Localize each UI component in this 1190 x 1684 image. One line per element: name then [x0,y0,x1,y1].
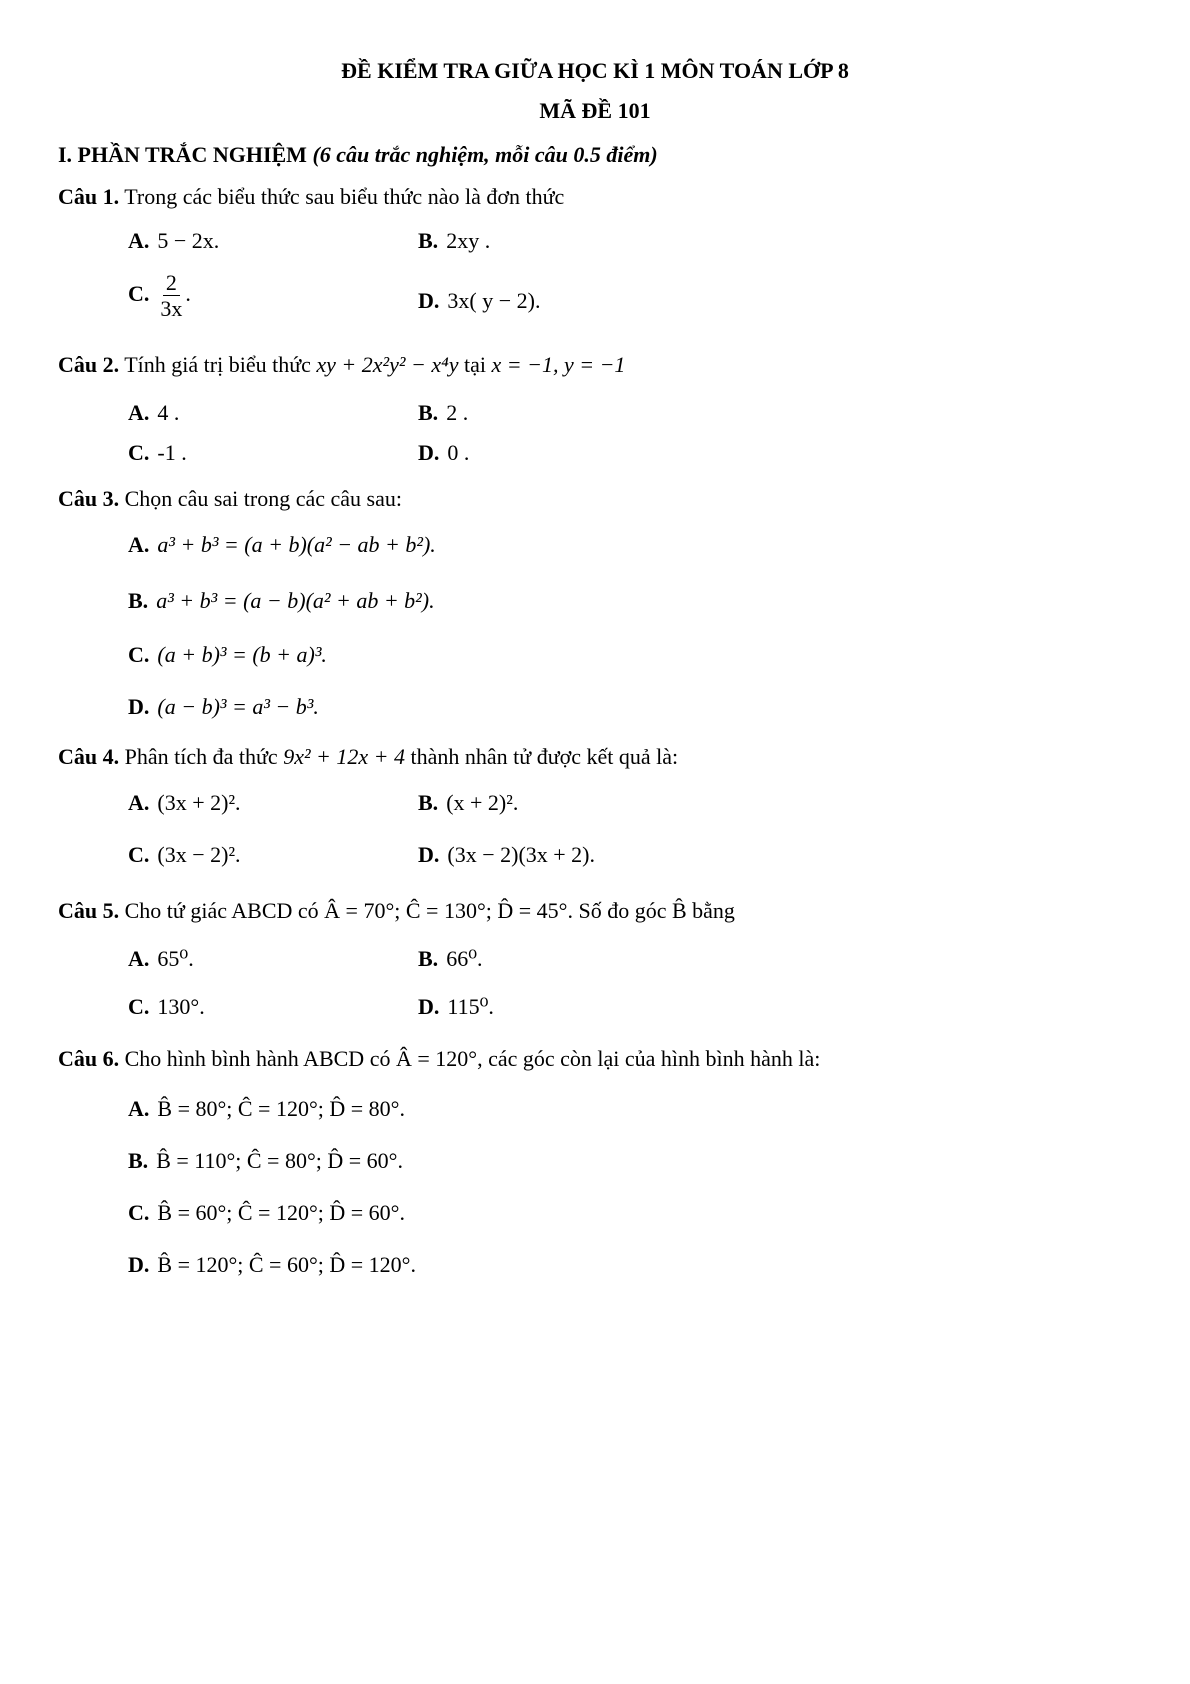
question-at: tại [464,352,487,377]
option-suffix: . [185,280,191,306]
question-angle: B̂ [671,898,687,923]
question-tail-2: bằng [692,898,735,923]
question-label: Câu 1. [58,184,120,209]
question-label: Câu 3. [58,486,120,511]
question-5-option-d [418,994,494,1020]
question-1 [58,184,564,210]
option-value: B̂ = 120°; Ĉ = 60°; D̂ = 120°. [157,1252,416,1277]
option-letter: D. [418,994,440,1019]
option-value: (3x + 2)². [157,790,241,815]
section-note: (6 câu trắc nghiệm, mỗi câu 0.5 điểm) [312,142,658,167]
fraction-denominator: 3x [160,296,183,322]
option-letter: C. [128,994,150,1019]
exam-code: MÃ ĐỀ 101 [539,98,651,123]
question-3-option-a [128,532,436,558]
question-text: Trong các biểu thức sau biểu thức nào là đơn thức [124,184,565,209]
question-label: Câu 6. [58,1046,120,1071]
option-letter: C. [128,642,150,667]
question-1-option-b [418,228,490,254]
option-value: 66⁰. [446,946,483,971]
question-label: Câu 2. [58,352,120,377]
question-text: Tính giá trị biểu thức [124,352,311,377]
option-letter: D. [418,842,440,867]
option-value: a³ + b³ = (a + b)(a² − ab + b²). [157,532,436,557]
question-label: Câu 5. [58,898,120,923]
option-value: 115⁰. [447,994,494,1019]
question-4 [58,744,678,770]
question-tail: , các góc còn lại của hình bình hành là: [477,1046,821,1071]
option-value: 2 . [446,400,469,425]
question-label: Câu 4. [58,744,120,769]
option-value: 4 . [157,400,180,425]
option-letter: D. [418,288,440,313]
question-2-option-b [418,400,468,426]
question-3-option-d [128,694,319,720]
option-value: B̂ = 80°; Ĉ = 120°; D̂ = 80°. [157,1096,405,1121]
option-letter: D. [418,440,440,465]
option-letter: B. [418,400,439,425]
option-value: (x + 2)². [446,790,519,815]
question-expression: 9x² + 12x + 4 [283,744,406,769]
question-6-option-b [128,1148,403,1174]
option-value: 3x( y − 2). [447,288,541,313]
option-letter: C. [128,280,150,306]
option-letter: A. [128,532,150,557]
question-text: Chọn câu sai trong các câu sau: [124,486,402,511]
question-2-option-a [128,400,179,426]
question-tail: . Số đo góc [567,898,667,923]
option-letter: C. [128,1200,150,1225]
question-text: Phân tích đa thức [124,744,278,769]
question-6-option-c [128,1200,405,1226]
option-value: 5 − 2x. [157,228,220,253]
question-3 [58,486,402,512]
question-1-option-d [418,288,540,314]
option-value: a³ + b³ = (a − b)(a² + ab + b²). [156,588,435,613]
question-expression: Â = 120° [395,1046,478,1071]
option-value: 0 . [447,440,470,465]
question-3-option-c [128,642,327,668]
option-letter: C. [128,440,150,465]
question-4-option-a [128,790,241,816]
question-4-option-c [128,842,241,868]
option-letter: B. [128,1148,149,1173]
question-5-option-a [128,946,194,972]
option-fraction [157,270,185,322]
question-1-option-c [128,270,191,322]
option-value: 65⁰. [157,946,194,971]
question-condition: x = −1, y = −1 [491,352,626,377]
question-tail: thành nhân tử được kết quả là: [410,744,679,769]
question-expression: Â = 70°; Ĉ = 130°; D̂ = 45° [324,898,568,923]
exam-title: ĐỀ KIỂM TRA GIỮA HỌC KÌ 1 MÔN TOÁN LỚP 8 [341,58,849,83]
question-6-option-d [128,1252,416,1278]
option-value: (3x − 2)(3x + 2). [447,842,596,867]
option-letter: A. [128,790,150,815]
option-value: B̂ = 110°; Ĉ = 80°; D̂ = 60°. [156,1148,403,1173]
option-letter: B. [418,790,439,815]
question-expression: xy + 2x²y² − x⁴y [316,352,459,377]
section-title: I. PHẦN TRẮC NGHIỆM [58,142,307,167]
question-5 [58,898,735,924]
option-letter: B. [418,228,439,253]
question-5-option-c [128,994,205,1020]
option-letter: B. [128,588,149,613]
option-value: 2xy . [446,228,491,253]
question-3-option-b [128,588,435,614]
question-2-option-c [128,440,187,466]
question-text: Cho tứ giác ABCD có [124,898,319,923]
fraction-numerator: 2 [163,270,180,296]
question-6-option-a [128,1096,405,1122]
option-letter: C. [128,842,150,867]
option-letter: A. [128,228,150,253]
option-letter: A. [128,400,150,425]
option-value: -1 . [157,440,187,465]
question-4-option-b [418,790,518,816]
option-value: (a − b)³ = a³ − b³. [157,694,319,719]
option-letter: A. [128,946,150,971]
question-5-option-b [418,946,483,972]
option-value: (a + b)³ = (b + a)³. [157,642,327,667]
question-2-option-d [418,440,469,466]
section-heading [58,142,658,168]
question-4-option-d [418,842,595,868]
option-value: 130°. [157,994,205,1019]
option-letter: B. [418,946,439,971]
option-value: (3x − 2)². [157,842,241,867]
question-text: Cho hình bình hành ABCD có [124,1046,391,1071]
option-letter: A. [128,1096,150,1121]
option-letter: D. [128,1252,150,1277]
option-letter: D. [128,694,150,719]
option-value: B̂ = 60°; Ĉ = 120°; D̂ = 60°. [157,1200,405,1225]
question-6 [58,1046,820,1072]
question-2 [58,352,625,378]
question-1-option-a [128,228,219,254]
